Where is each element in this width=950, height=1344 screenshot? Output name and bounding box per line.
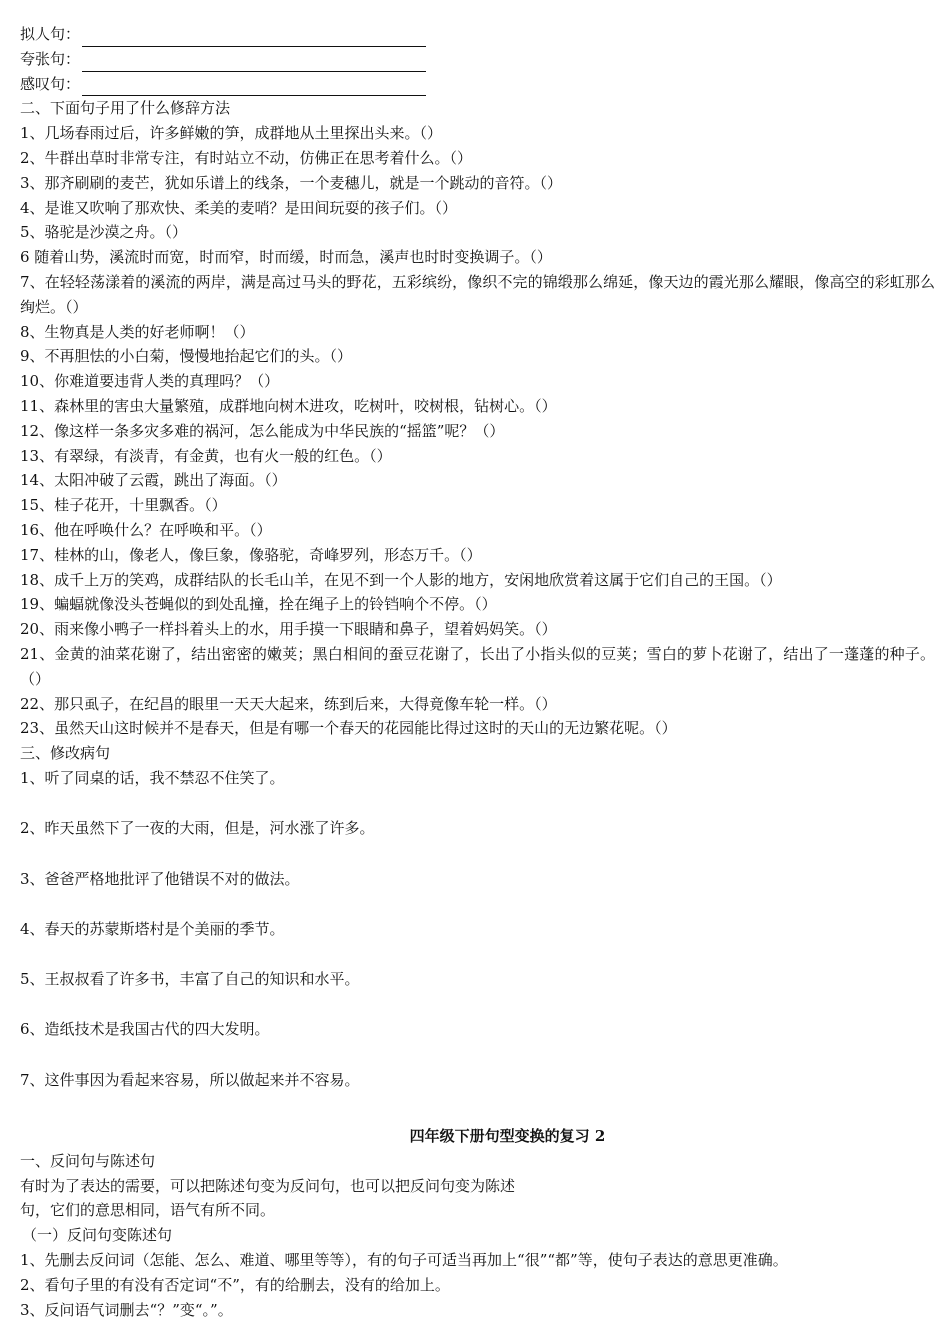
answer-space[interactable] (20, 891, 935, 917)
part-heading: （一）反问句变陈述句 (22, 1226, 173, 1245)
step-item: 3、反问语气词删去“？”变“。”。 (20, 1300, 233, 1319)
question-item: 20、雨来像小鸭子一样抖着头上的水，用手摸一下眼睛和鼻子，望着妈妈笑。（） (20, 620, 557, 639)
answer-space[interactable] (20, 942, 935, 968)
fill-line-exaggeration (20, 47, 935, 72)
answer-blank[interactable] (82, 79, 426, 96)
fill-line-exclamation (20, 72, 935, 97)
fill-label: 夸张句： (20, 49, 81, 68)
fill-label: 拟人句： (20, 25, 81, 43)
step-item: 1、先删去反问词（怎能、怎么、难道、哪里等等），有的句子可适当再加上“很”“都”等，使句子表达的意思更准确。 (20, 1250, 788, 1269)
question-item: 1、几场春雨过后，许多鲜嫩的笋，成群地从土里探出头来。（） (20, 124, 443, 143)
worksheet-page (20, 22, 935, 1322)
question-item: 7、在轻轻荡漾着的溪流的两岸，满是高过马头的野花，五彩缤纷，像织不完的锦缎那么绵延，像天边的霞光那么耀眼，像高空的彩虹那么绚烂。（） (20, 272, 935, 316)
question-item: 22、那只虱子，在纪昌的眼里一天天大起来，练到后来，大得竟像车轮一样。（） (20, 694, 557, 713)
question-item: 4、是谁又吹响了那欢快、柔美的麦哨？是田间玩耍的孩子们。（） (20, 198, 458, 217)
question-item: 19、蝙蝠就像没头苍蝇似的到处乱撞，拴在绳子上的铃铛响个不停。（） (20, 595, 497, 614)
question-item: 5、骆驼是沙漠之舟。（） (20, 223, 188, 242)
section-heading: 二、下面句子用了什么修辞方法 (20, 99, 231, 118)
answer-space[interactable] (20, 992, 935, 1018)
question-item: 6 随着山势，溪流时而宽，时而窄，时而缓，时而急，溪声也时时变换调子。（） (20, 248, 552, 267)
question-item: 23、虽然天山这时候并不是春天，但是有哪一个春天的花园能比得过这时的天山的无边繁花呢。（） (20, 719, 677, 738)
review-title: 四年级下册句型变换的复习 2 (409, 1126, 606, 1145)
sentence-item: 1、听了同桌的话，我不禁忍不住笑了。 (20, 768, 285, 787)
sentence-item: 2、昨天虽然下了一夜的大雨，但是，河水涨了许多。 (20, 819, 375, 838)
question-item: 21、金黄的油菜花谢了，结出密密的嫩荚；黑白相间的蚕豆花谢了，长出了小指头似的豆荚；雪白的萝卜花谢了，结出了一蓬蓬的种子。（） (20, 644, 935, 688)
answer-space[interactable] (20, 841, 935, 867)
question-item: 3、那齐刷刷的麦芒，犹如乐谱上的线条，一个麦穗儿，就是一个跳动的音符。（） (20, 173, 563, 192)
answer-space[interactable] (20, 1092, 935, 1118)
sub-heading: 一、反问句与陈述句 (20, 1151, 156, 1170)
fill-label: 感叹句： (20, 74, 81, 93)
answer-blank[interactable] (82, 30, 426, 47)
sentence-item: 4、春天的苏蒙斯塔村是个美丽的季节。 (20, 919, 285, 938)
sentence-item: 6、造纸技术是我国古代的四大发明。 (20, 1020, 270, 1039)
question-item: 16、他在呼唤什么？在呼唤和平。（） (20, 520, 272, 539)
sentence-item: 7、这件事因为看起来容易，所以做起来并不容易。 (20, 1070, 360, 1089)
question-item: 2、牛群出草时非常专注，有时站立不动，仿佛正在思考着什么。（） (20, 148, 473, 167)
answer-space[interactable] (20, 1042, 935, 1068)
question-item: 18、成千上万的笑鸡，成群结队的长毛山羊，在见不到一个人影的地方，安闲地欣赏着这属于它们自己的王国。（） (20, 570, 782, 589)
question-item: 15、桂子花开，十里飘香。（） (20, 496, 227, 515)
step-item: 2、看句子里的有没有否定词“不”，有的给删去，没有的给加上。 (20, 1275, 450, 1294)
question-item: 8、生物真是人类的好老师啊！（） (20, 322, 255, 341)
sentence-item: 5、王叔叔看了许多书，丰富了自己的知识和水平。 (20, 970, 360, 989)
answer-blank[interactable] (82, 55, 426, 72)
sentence-item: 3、爸爸严格地批评了他错误不对的做法。 (20, 869, 300, 888)
question-item: 11、森林里的害虫大量繁殖，成群地向树木进攻，吃树叶，咬树根，钻树心。（） (20, 396, 557, 415)
question-item: 12、像这样一条多灾多难的祸河，怎么能成为中华民族的“摇篮”呢？（） (20, 421, 505, 440)
question-item: 10、你难道要违背人类的真理吗？（） (20, 372, 280, 391)
intro-text: 有时为了表达的需要，可以把陈述句变为反问句，也可以把反问句变为陈述 (20, 1176, 516, 1195)
fill-line-personification (20, 22, 935, 47)
question-item: 9、不再胆怯的小白菊，慢慢地抬起它们的头。（） (20, 347, 353, 366)
section-heading: 三、修改病句 (20, 744, 111, 763)
answer-space[interactable] (20, 791, 935, 817)
question-item: 13、有翠绿，有淡青，有金黄，也有火一般的红色。（） (20, 446, 392, 465)
intro-text: 句，它们的意思相同，语气有所不同。 (20, 1201, 276, 1220)
question-item: 17、桂林的山，像老人，像巨象，像骆驼，奇峰罗列，形态万千。（） (20, 545, 482, 564)
question-item: 14、太阳冲破了云霞，跳出了海面。（） (20, 471, 287, 490)
